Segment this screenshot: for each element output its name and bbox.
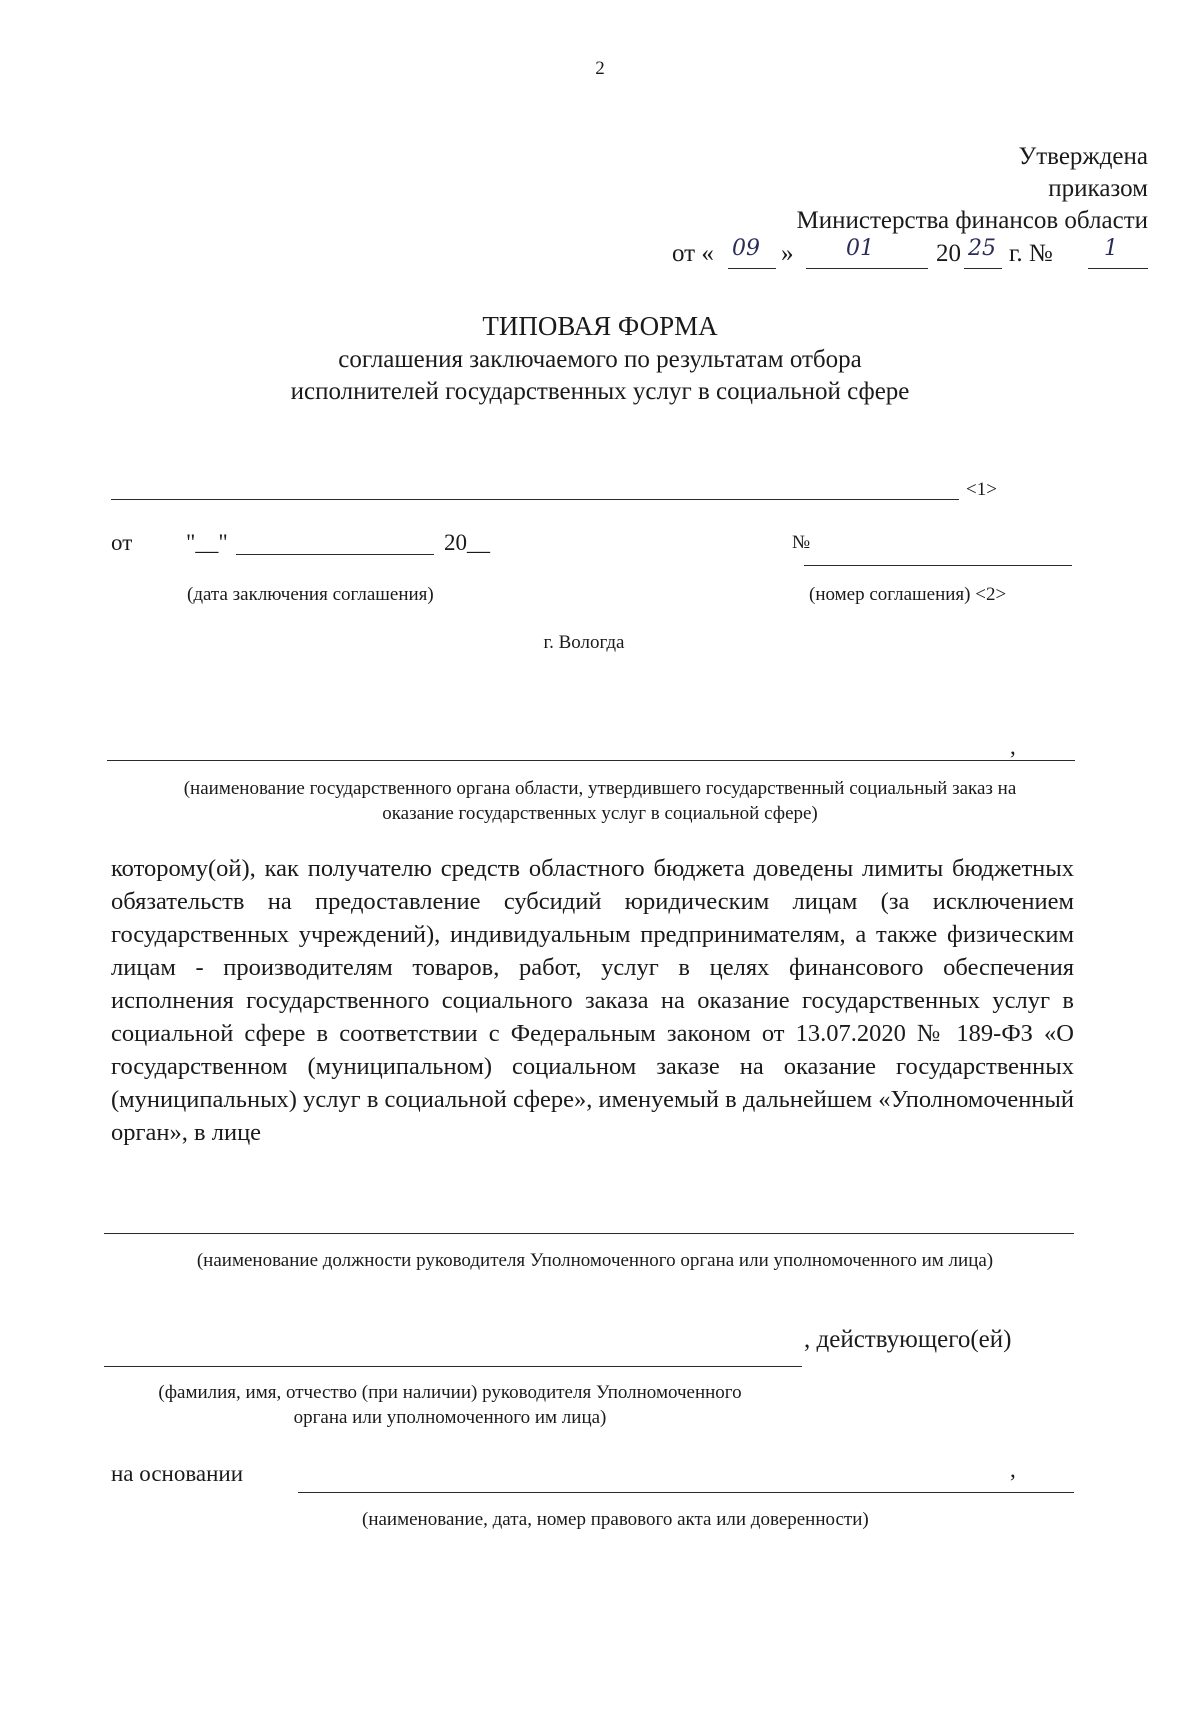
- date-caption: (дата заключения соглашения): [187, 584, 434, 605]
- date-day-field: "__": [186, 530, 228, 555]
- fio-line: [104, 1366, 802, 1367]
- fio-caption: (фамилия, имя, отчество (при наличии) руководителя Уполномоченного органа или уполномоченного им лица): [158, 1382, 742, 1428]
- date-month-line: [236, 554, 434, 555]
- agreement-name-line: [111, 499, 959, 500]
- form-title: ТИПОВАЯ ФОРМА: [482, 311, 718, 341]
- form-subtitle-2: исполнителей государственных услуг в социальной сфере: [290, 378, 910, 405]
- page-number: 2: [595, 58, 605, 79]
- number-caption: (номер соглашения) <2>: [809, 584, 1007, 605]
- header-footnote: <1>: [966, 479, 997, 500]
- basis-caption: (наименование, дата, номер правового акта или доверенности): [362, 1509, 869, 1530]
- approval-number: 1: [1104, 236, 1118, 261]
- approval-ot-label: от «: [672, 240, 714, 267]
- approval-year-underline: [964, 268, 1002, 269]
- approval-number-underline: [1088, 268, 1148, 269]
- acting-text: , действующего(ей): [804, 1326, 1012, 1353]
- approval-line-1: Утверждена: [1018, 143, 1148, 170]
- main-paragraph: которому(ой), как получателю средств областного бюджета доведены лимиты бюджетных обязательств на предоставление субсидий юридическим лицам (за исключением государственных учреждений), индивидуальным предпринимателям, а также физическим лицам - производителям товаров, работ, услуг в целях финансового обеспечения исполнения государственного социального заказа на оказание государственных услуг в социальной сфере в соответствии с Федеральным законом от 13.07.2020 № 189-ФЗ «О государственном (муниципальном) социальном заказе на оказание государственных (муниципальных) услуг в социальной сфере», именуемый в дальнейшем «Уполномоченный орган», в лице: [111, 855, 1074, 1146]
- approval-month-underline: [806, 268, 928, 269]
- organ-caption: (наименование государственного органа области, утвердившего государственный социальный заказ на оказание государственных услуг в социальной сфере): [183, 778, 1017, 824]
- approval-year-prefix: 20: [936, 240, 961, 267]
- organ-name-line: [107, 760, 1075, 761]
- approval-day: 09: [732, 236, 760, 261]
- approval-year-suffix: 25: [968, 236, 996, 261]
- number-sign: №: [792, 532, 811, 553]
- basis-line: [298, 1492, 1074, 1493]
- basis-comma: ,: [1010, 1457, 1016, 1482]
- approval-line-2: приказом: [1048, 175, 1148, 202]
- approval-line-3: Министерства финансов области: [796, 207, 1148, 234]
- agreement-number-line: [804, 565, 1072, 566]
- approval-quote-close: »: [781, 240, 794, 267]
- approval-month: 01: [846, 236, 874, 261]
- form-subtitle-1: соглашения заключаемого по результатам отбора: [338, 346, 862, 373]
- city: г. Вологда: [543, 632, 625, 653]
- approval-day-underline: [728, 268, 776, 269]
- position-line: [104, 1233, 1074, 1234]
- date-year-field: 20__: [444, 530, 490, 555]
- approval-number-label: г. №: [1009, 240, 1053, 267]
- date-ot-label: от: [111, 530, 133, 555]
- basis-label: на основании: [111, 1461, 244, 1486]
- organ-comma: ,: [1010, 734, 1016, 759]
- position-caption: (наименование должности руководителя Уполномоченного органа или уполномоченного им лица): [196, 1250, 994, 1271]
